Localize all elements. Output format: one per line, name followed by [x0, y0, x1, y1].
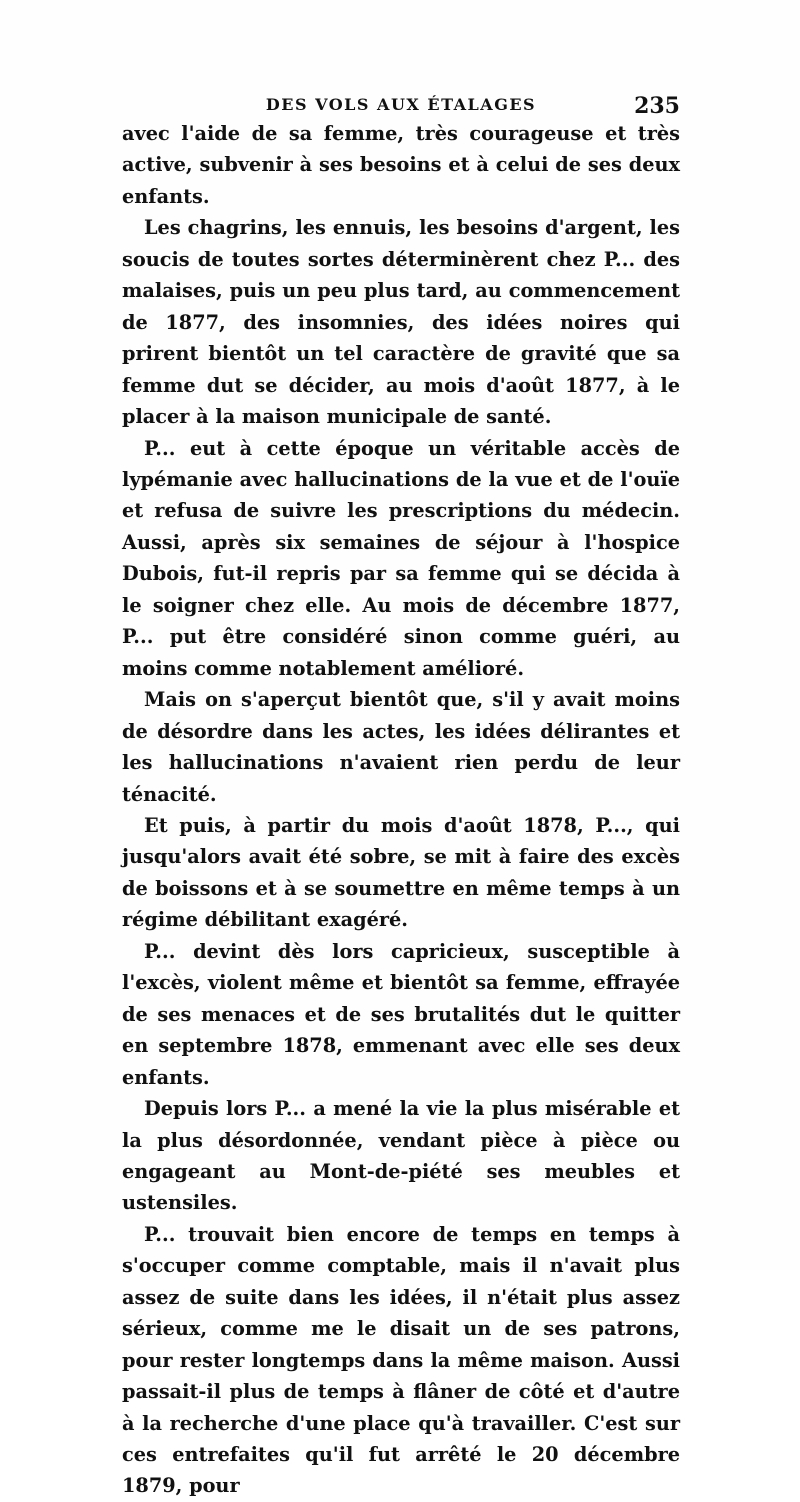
paragraph: P... trouvait bien encore de temps en temps à s'occuper comme comptable, mais il n'avait plus assez de suite dans les idées, il n'était plus assez sérieux, comme me le disait un de ses patrons, pour rester longtemps dans la même maison. Aussi passait-il plus de temps à flâner de côté et d'autre à la recherche d'une place qu'à travailler. C'est sur ces entrefaites qu'il fut arrêté le 20 décembre 1879, pour	[122, 1222, 680, 1498]
paragraph: Depuis lors P... a mené la vie la plus misérable et la plus désordonnée, vendant pièce à pièce ou engageant au Mont-de-piété ses meubles et ustensiles.	[122, 1097, 680, 1215]
paragraph: P... eut à cette époque un véritable accès de lypémanie avec hallucinations de la vue et de l'ouïe et refusa de suivre les prescriptions du médecin. Aussi, après six semaines de séjour à l'hospice Dubois, fut-il repris par sa femme qui se décida à le soigner chez elle. Au mois de décembre 1877, P... put être considéré sinon comme guéri, au moins comme notablement amélioré.	[122, 436, 680, 680]
paragraph: Et puis, à partir du mois d'août 1878, P..., qui jusqu'alors avait été sobre, se mit à faire des excès de boissons et à se soumettre en même temps à un régime débilitant exagéré.	[122, 813, 680, 932]
paragraph: Les chagrins, les ennuis, les besoins d'argent, les soucis de toutes sortes déterminèrent chez P... des malaises, puis un peu plus tard, au commencement de 1877, des insomnies, des idées noires qui prirent bientôt un tel caractère de gravité que sa femme dut se décider, au mois d'août 1877, à le placer à la maison municipale de santé.	[122, 216, 680, 429]
running-head	[122, 93, 680, 117]
paragraph: avec l'aide de sa femme, très courageuse et très active, subvenir à ses besoins et à celui de ses deux enfants.	[122, 122, 680, 208]
paragraph: Mais on s'aperçut bientôt que, s'il y avait moins de désordre dans les actes, les idées délirantes et les hallucinations n'avaient rien perdu de leur ténacité.	[122, 688, 680, 806]
page-number: 235	[634, 93, 680, 119]
body-text	[122, 118, 680, 1502]
paragraph: P... devint dès lors capricieux, susceptible à l'excès, violent même et bientôt sa femme, effrayée de ses menaces et de ses brutalités dut le quitter en septembre 1878, emmenant avec elle ses deux enfants.	[122, 939, 680, 1089]
running-title: DES VOLS AUX ÉTALAGES	[265, 95, 537, 114]
